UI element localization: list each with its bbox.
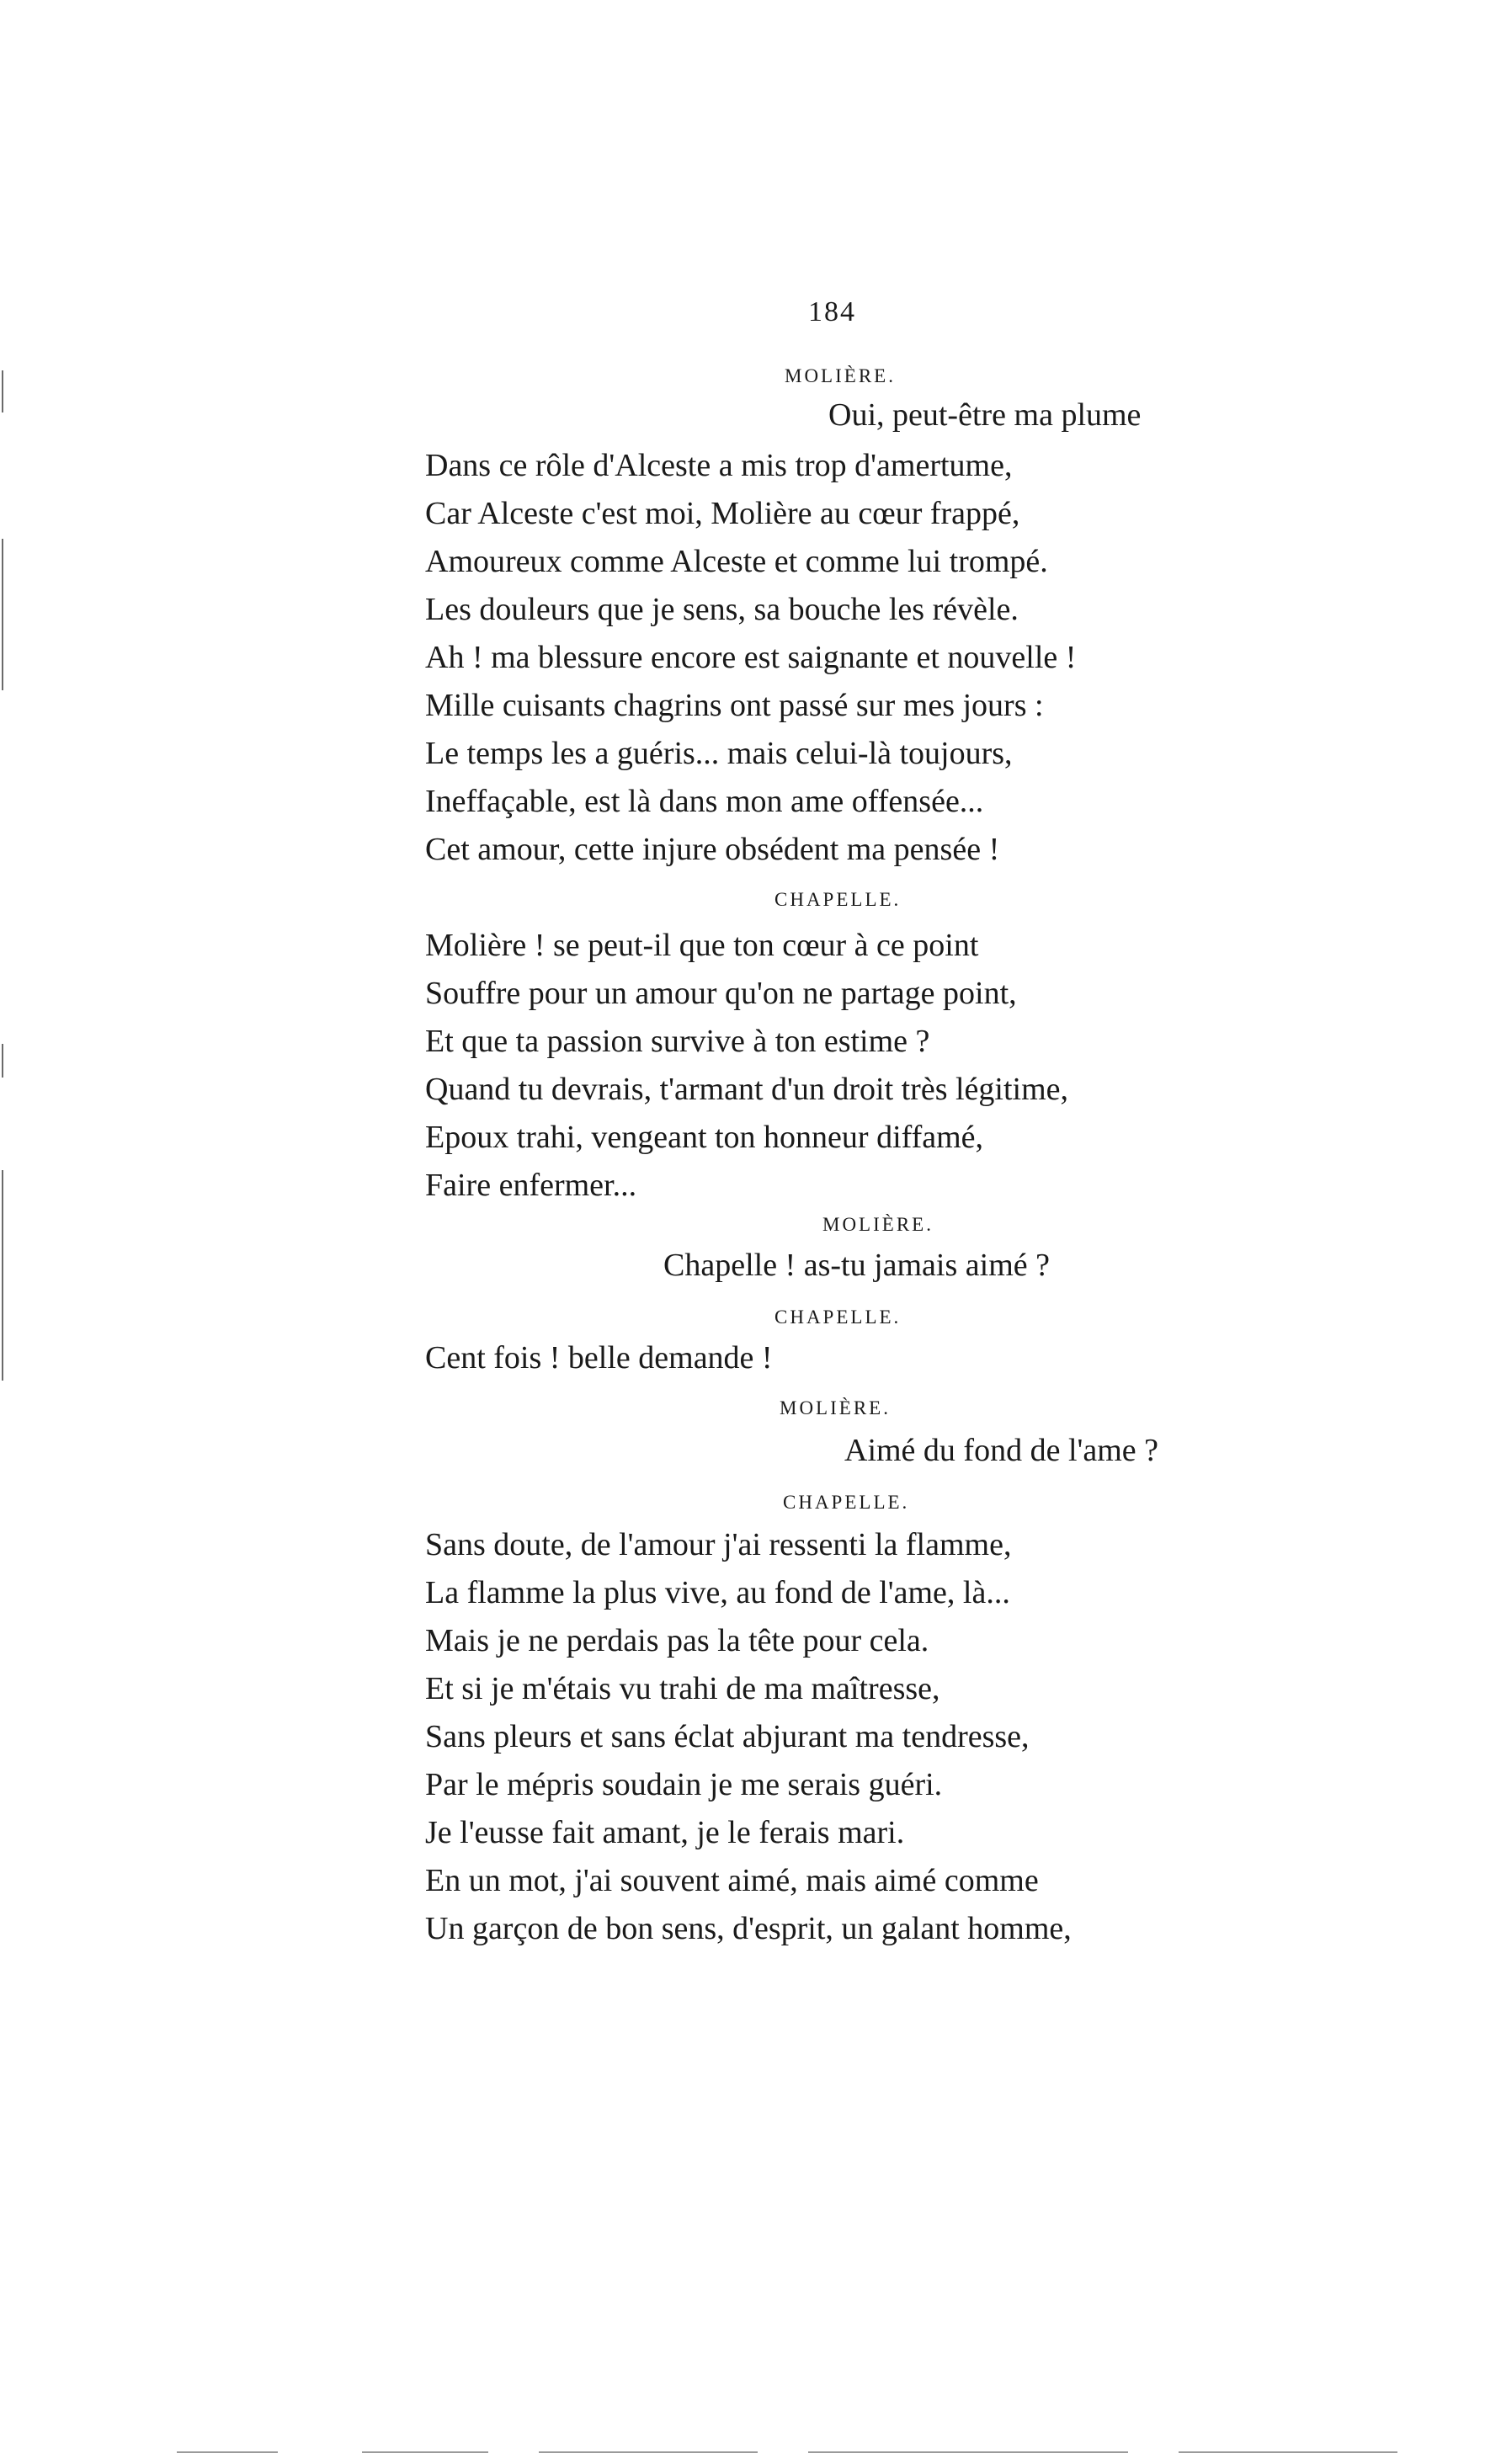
verse-line: Le temps les a guéris... mais celui-là toujours, [425,736,1013,771]
verse-line: Je l'eusse fait amant, je le ferais mari. [425,1815,905,1850]
verse-line: Mille cuisants chagrins ont passé sur mes jours : [425,688,1044,723]
verse-line: Ah ! ma blessure encore est saignante et nouvelle ! [425,640,1077,675]
scan-bottom-rule [362,2451,488,2453]
verse-line: Les douleurs que je sens, sa bouche les révèle. [425,592,1019,627]
verse-line: Epoux trahi, vengeant ton honneur diffamé, [425,1120,984,1155]
verse-line: Et que ta passion survive à ton estime ? [425,1024,930,1059]
verse-line: Oui, peut-être ma plume [828,397,1142,433]
verse-line: La flamme la plus vive, au fond de l'ame, là... [425,1575,1010,1610]
scan-bottom-rule [1179,2451,1397,2453]
speaker-name: MOLIÈRE. [785,365,896,386]
scan-margin-mark [2,1170,3,1381]
scan-margin-mark [2,370,3,412]
verse-line: Car Alceste c'est moi, Molière au cœur frappé, [425,496,1020,531]
verse-line: Molière ! se peut-il que ton cœur à ce point [425,928,979,963]
verse-line: Cent fois ! belle demande ! [425,1340,773,1376]
verse-line: Aimé du fond de l'ame ? [844,1433,1159,1468]
scan-margin-mark [2,539,3,690]
verse-line: Faire enfermer... [425,1168,637,1203]
speaker-name: CHAPELLE. [774,1307,902,1328]
speaker-name: MOLIÈRE. [822,1214,934,1235]
verse-line: Chapelle ! as-tu jamais aimé ? [663,1248,1050,1283]
scan-bottom-rule [177,2451,278,2453]
verse-line: Souffre pour un amour qu'on ne partage point, [425,976,1017,1011]
verse-line: Sans pleurs et sans éclat abjurant ma tendresse, [425,1719,1030,1754]
speaker-name: CHAPELLE. [783,1492,910,1513]
verse-line: Un garçon de bon sens, d'esprit, un galant homme, [425,1911,1072,1946]
verse-line: Quand tu devrais, t'armant d'un droit très légitime, [425,1072,1069,1107]
verse-line: Cet amour, cette injure obsédent ma pensée ! [425,832,1000,867]
verse-line: Et si je m'étais vu trahi de ma maîtresse, [425,1671,940,1706]
verse-line: Dans ce rôle d'Alceste a mis trop d'amertume, [425,448,1013,483]
speaker-name: MOLIÈRE. [780,1397,891,1418]
speaker-name: CHAPELLE. [774,889,902,910]
verse-line: Ineffaçable, est là dans mon ame offensée... [425,784,984,819]
verse-line: Sans doute, de l'amour j'ai ressenti la flamme, [425,1527,1012,1562]
page-number: 184 [808,296,856,327]
scan-bottom-rule [539,2451,758,2453]
scan-bottom-rule [808,2451,1128,2453]
verse-line: En un mot, j'ai souvent aimé, mais aimé comme [425,1863,1039,1898]
scan-margin-mark [2,1044,3,1078]
verse-line: Mais je ne perdais pas la tête pour cela. [425,1623,929,1658]
verse-line: Par le mépris soudain je me serais guéri. [425,1767,943,1802]
verse-line: Amoureux comme Alceste et comme lui trompé. [425,544,1048,579]
